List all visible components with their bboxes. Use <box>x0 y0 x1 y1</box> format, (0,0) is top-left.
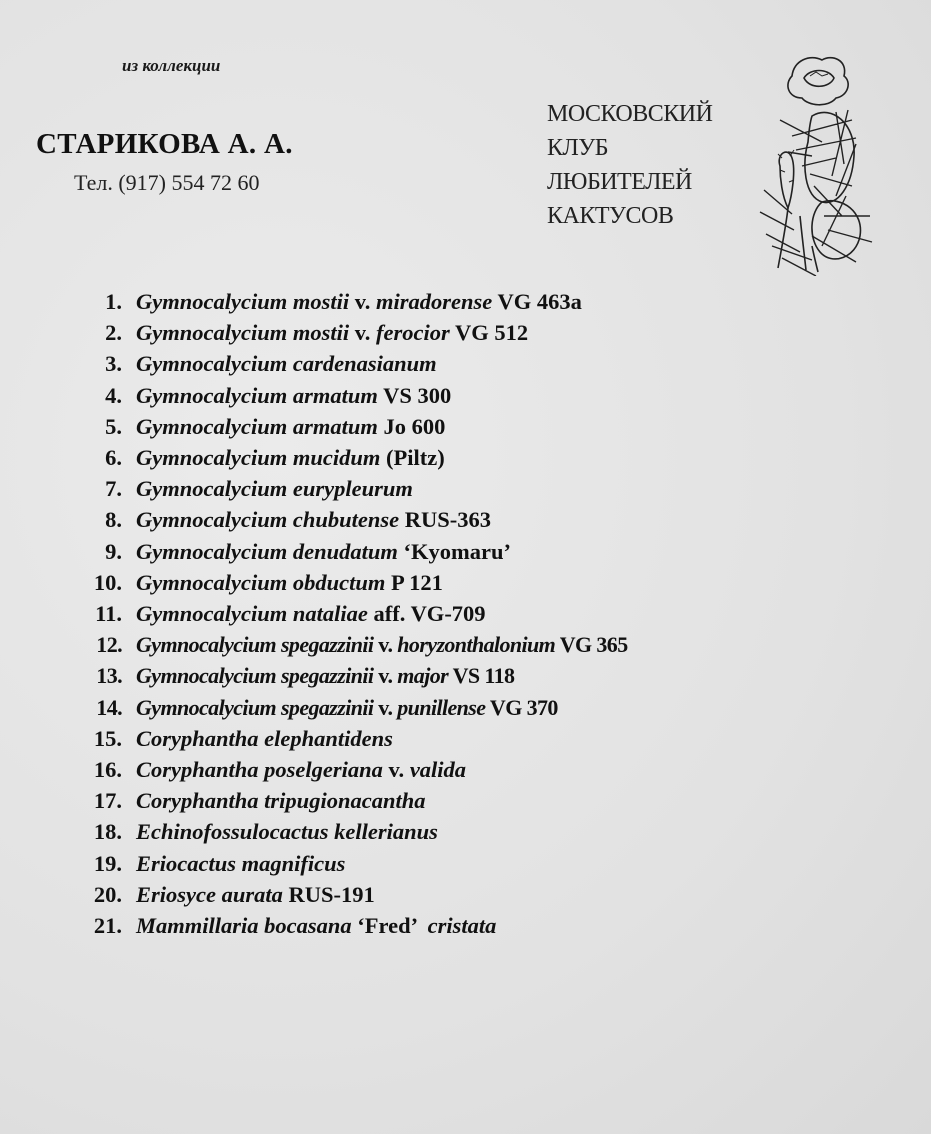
species-number: 9. <box>105 538 122 564</box>
species-name-italic: ferocior <box>376 320 450 346</box>
species-list-item <box>66 910 628 941</box>
species-name <box>136 910 496 941</box>
species-name-plain: v. <box>349 289 377 314</box>
species-name <box>136 692 558 723</box>
species-name-plain: v. <box>373 663 398 689</box>
species-name-italic: Gymnocalycium spegazzinii <box>136 632 374 658</box>
species-number: 18. <box>93 819 122 845</box>
species-name-plain: RUS-191 <box>282 881 375 907</box>
species-name <box>136 473 413 504</box>
owner-name: СТАРИКОВА А. А. <box>36 128 293 160</box>
species-number: 15. <box>93 725 122 751</box>
species-name <box>136 598 486 629</box>
species-list <box>66 286 628 941</box>
species-name-italic: Eriosyce aurata <box>136 881 283 907</box>
species-name <box>136 536 511 567</box>
species-name-italic: Mammillaria bocasana <box>136 913 352 939</box>
species-name <box>136 411 445 442</box>
species-number: 5. <box>105 413 122 439</box>
species-list-item <box>66 785 628 816</box>
species-name-italic: Gymnocalycium mucidum <box>136 445 381 471</box>
species-name-plain: VG 370 <box>485 694 558 720</box>
species-number: 17. <box>93 788 122 814</box>
species-name-italic: valida <box>409 757 467 783</box>
species-name-italic: Gymnocalycium eurypleurum <box>136 476 413 502</box>
species-name-italic: major <box>397 663 449 689</box>
species-name-italic: miradorense <box>376 289 493 314</box>
species-name-italic: Gymnocalycium chubutense <box>136 507 400 533</box>
species-number: 11. <box>95 601 122 627</box>
species-name-plain: v. <box>382 757 410 783</box>
species-list-item <box>66 567 628 598</box>
species-number: 3. <box>105 351 122 377</box>
species-name <box>136 848 345 879</box>
club-name-line: ЛЮБИТЕЛЕЙ <box>547 169 692 195</box>
species-list-item <box>66 317 628 348</box>
species-name-plain: v. <box>349 320 377 346</box>
species-number: 10. <box>93 569 122 595</box>
species-name-plain: aff. VG-709 <box>367 601 486 627</box>
species-list-item <box>66 660 628 691</box>
species-number: 6. <box>105 445 122 471</box>
cactus-flower-icon <box>752 46 892 276</box>
species-name-plain: VG 512 <box>449 320 529 346</box>
species-name-italic: cristata <box>427 913 497 939</box>
species-name-italic: Eriocactus magnificus <box>136 850 346 876</box>
species-list-item <box>66 380 628 411</box>
species-list-item <box>66 536 628 567</box>
species-name-italic: Gymnocalycium denudatum <box>136 538 398 564</box>
species-name-italic: Gymnocalycium spegazzinii <box>136 694 374 720</box>
species-name-italic: Gymnocalycium armatum <box>136 413 378 439</box>
species-name <box>136 317 528 348</box>
species-name <box>136 723 393 754</box>
species-number: 1. <box>105 289 122 314</box>
species-name-italic: Echinofossulocactus kellerianus <box>136 819 438 845</box>
species-name-italic: horyzonthalonium <box>397 632 556 658</box>
species-name-plain: VG 463a <box>492 289 582 314</box>
species-name-italic: Gymnocalycium mostii <box>136 289 350 314</box>
species-name <box>136 879 375 910</box>
species-list-item <box>66 504 628 535</box>
species-name-italic: Gymnocalycium mostii <box>136 320 350 346</box>
species-name-italic: Coryphantha elephantidens <box>136 725 393 751</box>
species-name <box>136 442 445 473</box>
species-list-item <box>66 598 628 629</box>
species-name <box>136 504 491 535</box>
species-number: 13. <box>96 663 122 689</box>
species-name <box>136 754 466 785</box>
species-name-italic: Gymnocalycium armatum <box>136 382 378 408</box>
species-name <box>136 380 451 411</box>
species-name-italic: Coryphantha tripugionacantha <box>136 788 426 814</box>
species-name <box>136 348 437 379</box>
species-list-item <box>66 692 628 723</box>
species-name-plain: ‘Kyomaru’ <box>397 538 511 564</box>
from-collection-label: из коллекции <box>122 56 221 75</box>
species-name-plain: ‘Fred’ <box>351 913 428 939</box>
species-list-item <box>66 848 628 879</box>
species-name-italic: Coryphantha poselgeriana <box>136 757 383 783</box>
species-name-plain: VS 118 <box>448 663 515 689</box>
owner-phone: Тел. (917) 554 72 60 <box>74 170 260 195</box>
species-name <box>136 660 514 691</box>
species-name-plain: VG 365 <box>555 632 628 658</box>
species-list-item <box>66 879 628 910</box>
club-name-line: МОСКОВСКИЙ <box>547 101 713 127</box>
species-list-item <box>66 629 628 660</box>
species-name-plain: v. <box>373 694 398 720</box>
species-name-italic: Gymnocalycium cardenasianum <box>136 351 437 377</box>
species-list-item <box>66 442 628 473</box>
species-number: 19. <box>93 850 122 876</box>
species-number: 21. <box>93 913 122 939</box>
species-number: 8. <box>105 507 122 533</box>
species-name-italic: Gymnocalycium spegazzinii <box>136 663 374 689</box>
species-list-item <box>66 723 628 754</box>
species-number: 14. <box>96 694 122 720</box>
species-number: 4. <box>105 382 122 408</box>
species-list-item <box>66 816 628 847</box>
species-list-item <box>66 286 628 317</box>
species-name-plain: Jo 600 <box>377 413 446 439</box>
species-name-plain: (Piltz) <box>380 445 445 471</box>
club-name-line: КЛУБ <box>547 135 609 161</box>
species-name-plain: P 121 <box>385 569 443 595</box>
club-name <box>547 97 712 233</box>
species-name-plain: VS 300 <box>377 382 452 408</box>
species-name <box>136 286 582 317</box>
species-list-item <box>66 473 628 504</box>
species-number: 12. <box>96 632 122 658</box>
species-name-italic: Gymnocalycium obductum <box>136 569 386 595</box>
species-name-plain: RUS-363 <box>399 507 492 533</box>
species-list-item <box>66 754 628 785</box>
species-name-italic: Gymnocalycium nataliae <box>136 601 368 627</box>
species-name <box>136 567 443 598</box>
species-number: 7. <box>105 476 122 502</box>
species-list-item <box>66 411 628 442</box>
species-name-italic: punillense <box>397 694 486 720</box>
species-name <box>136 629 628 660</box>
species-name-plain: v. <box>373 632 398 658</box>
species-name <box>136 816 438 847</box>
species-number: 20. <box>93 881 122 907</box>
species-number: 16. <box>93 757 122 783</box>
species-name <box>136 785 425 816</box>
club-name-line: КАКТУСОВ <box>547 203 674 229</box>
species-number: 2. <box>105 320 122 346</box>
species-list-item <box>66 348 628 379</box>
